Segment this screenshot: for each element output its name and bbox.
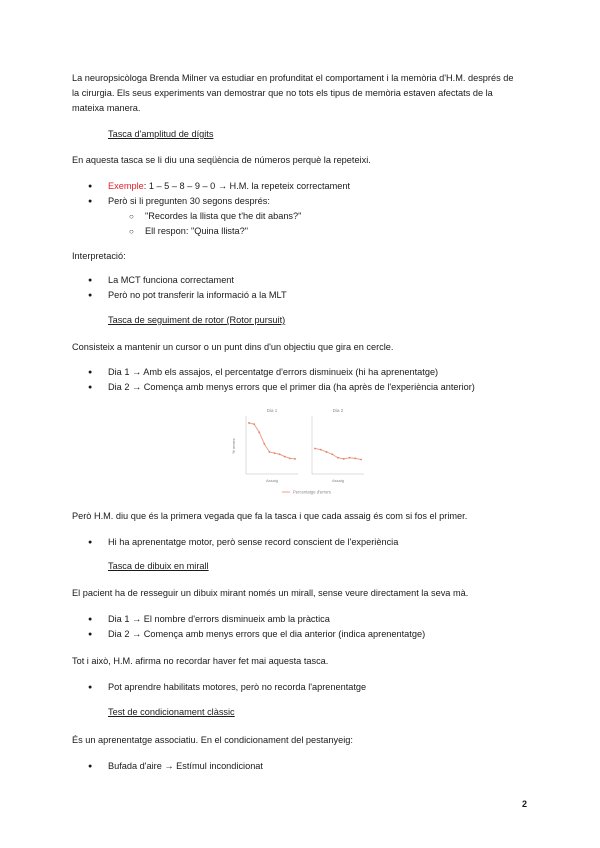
panel-2-point-7 — [349, 457, 351, 459]
panel-1-title: Dia 1 — [266, 408, 278, 413]
intro-line-3: mateixa manera. — [72, 103, 141, 113]
bullet-rotor-conclusion: ● Hi ha aprenentatge motor, però sense record conscient de l'experiència — [108, 535, 398, 550]
bullet-30-seconds: ● Però si li pregunten 30 segons després: — [108, 194, 270, 209]
legend-label: Percentatge d'errors — [293, 489, 331, 495]
panel-2-point-3 — [326, 451, 328, 453]
panel-1-point-4 — [263, 443, 265, 445]
intro-line-1: La neuropsicòloga Brenda Milner va estudiar en profunditat el comportament i la memòria d'H.M. després de — [72, 73, 514, 83]
section-heading-conditioning: Test de condicionament clàssic — [108, 707, 235, 717]
panel-1-point-2 — [253, 423, 255, 425]
sub-bullet-question: ○ "Recordes la llista que t'he dit abans?" — [145, 209, 301, 224]
section-desc-mirror: El pacient ha de resseguir un dibuix mirant només un mirall, sense veure directament la seva mà. — [72, 588, 469, 598]
panel-2-x-label: Assaig — [331, 478, 345, 483]
bullet-air-puff: ● Bufada d'aire → Estímul incondicionat — [108, 759, 263, 774]
panel-1-point-1 — [248, 422, 250, 424]
intro-line-2: la cirurgia. Els seus experiments van demostrar que no tots els tipus de memòria estaven afectats de la — [72, 88, 493, 98]
bullet-rotor-day2: ● Dia 2 → Comença amb menys errors que el primer dia (ha après de l'experiència anterior) — [108, 380, 475, 395]
panel-1-point-10 — [294, 458, 296, 460]
section-heading-rotor: Tasca de seguiment de rotor (Rotor pursuit) — [108, 315, 286, 325]
section-desc-rotor: Consisteix a mantenir un cursor o un punt dins d'un objectiu que gira en cercle. — [72, 342, 394, 352]
panel-1-point-5 — [269, 451, 271, 453]
rotor-chart — [226, 404, 376, 500]
panel-2-point-8 — [354, 457, 356, 459]
sub-bullet-answer: ○ Ell respon: "Quina llista?" — [145, 224, 248, 239]
bullet-mirror-conclusion: ● Pot aprendre habilitats motores, però no recorda l'aprenentatge — [108, 680, 366, 695]
panel-2-point-9 — [360, 459, 362, 461]
example-label: Exemple — [108, 181, 144, 191]
section-desc-digit-span: En aquesta tasca se li diu una seqüència de números perquè la repeteixi. — [72, 155, 371, 165]
panel-2-title: Dia 2 — [332, 408, 344, 413]
page-number: 2 — [522, 799, 528, 809]
bullet-example — [108, 179, 350, 194]
bullet-mct: ● La MCT funciona correctament — [108, 273, 234, 288]
bullet-mlt: ● Però no pot transferir la informació a la MLT — [108, 288, 287, 303]
panel-1-point-8 — [284, 456, 286, 458]
panel-2-point-2 — [320, 449, 322, 451]
panel-2-point-5 — [337, 457, 339, 459]
panel-1-point-3 — [258, 431, 260, 433]
panel-1-x-label: Assaig — [265, 478, 279, 483]
panel-1-point-7 — [279, 453, 281, 455]
section-desc-conditioning: És un aprenentatge associatiu. En el condicionament del pestanyeig: — [72, 735, 353, 745]
bullet-mirror-day1: ● Dia 1 → El nombre d'errors disminueix amb la pràctica — [108, 612, 330, 627]
example-text: : 1 – 5 – 8 – 9 – 0 → H.M. la repeteix correctament — [143, 181, 351, 191]
bullet-mirror-day2: ● Dia 2 → Comença amb menys errors que el dia anterior (indica aprenentatge) — [108, 627, 425, 642]
bullet-rotor-day1: ● Dia 1 → Amb els assajos, el percentatge d'errors disminueix (hi ha aprenentatge) — [108, 365, 438, 380]
y-axis-label: % errors — [231, 438, 236, 454]
panel-1-series-line — [249, 423, 295, 459]
panel-2-point-6 — [343, 458, 345, 460]
interpretation-label: Interpretació: — [72, 251, 126, 261]
mirror-after-text: Tot i això, H.M. afirma no recordar haver fet mai aquesta tasca. — [72, 656, 329, 666]
rotor-after-text: Però H.M. diu que és la primera vegada que fa la tasca i que cada assaig és com si fos el primer. — [72, 511, 468, 521]
section-heading-mirror: Tasca de dibuix en mirall — [108, 561, 209, 571]
panel-1-point-6 — [274, 452, 276, 454]
panel-2-point-4 — [331, 453, 333, 455]
section-heading-digit-span: Tasca d'amplitud de dígits — [108, 129, 214, 139]
panel-1-point-9 — [289, 457, 291, 459]
panel-2-point-1 — [314, 448, 316, 450]
